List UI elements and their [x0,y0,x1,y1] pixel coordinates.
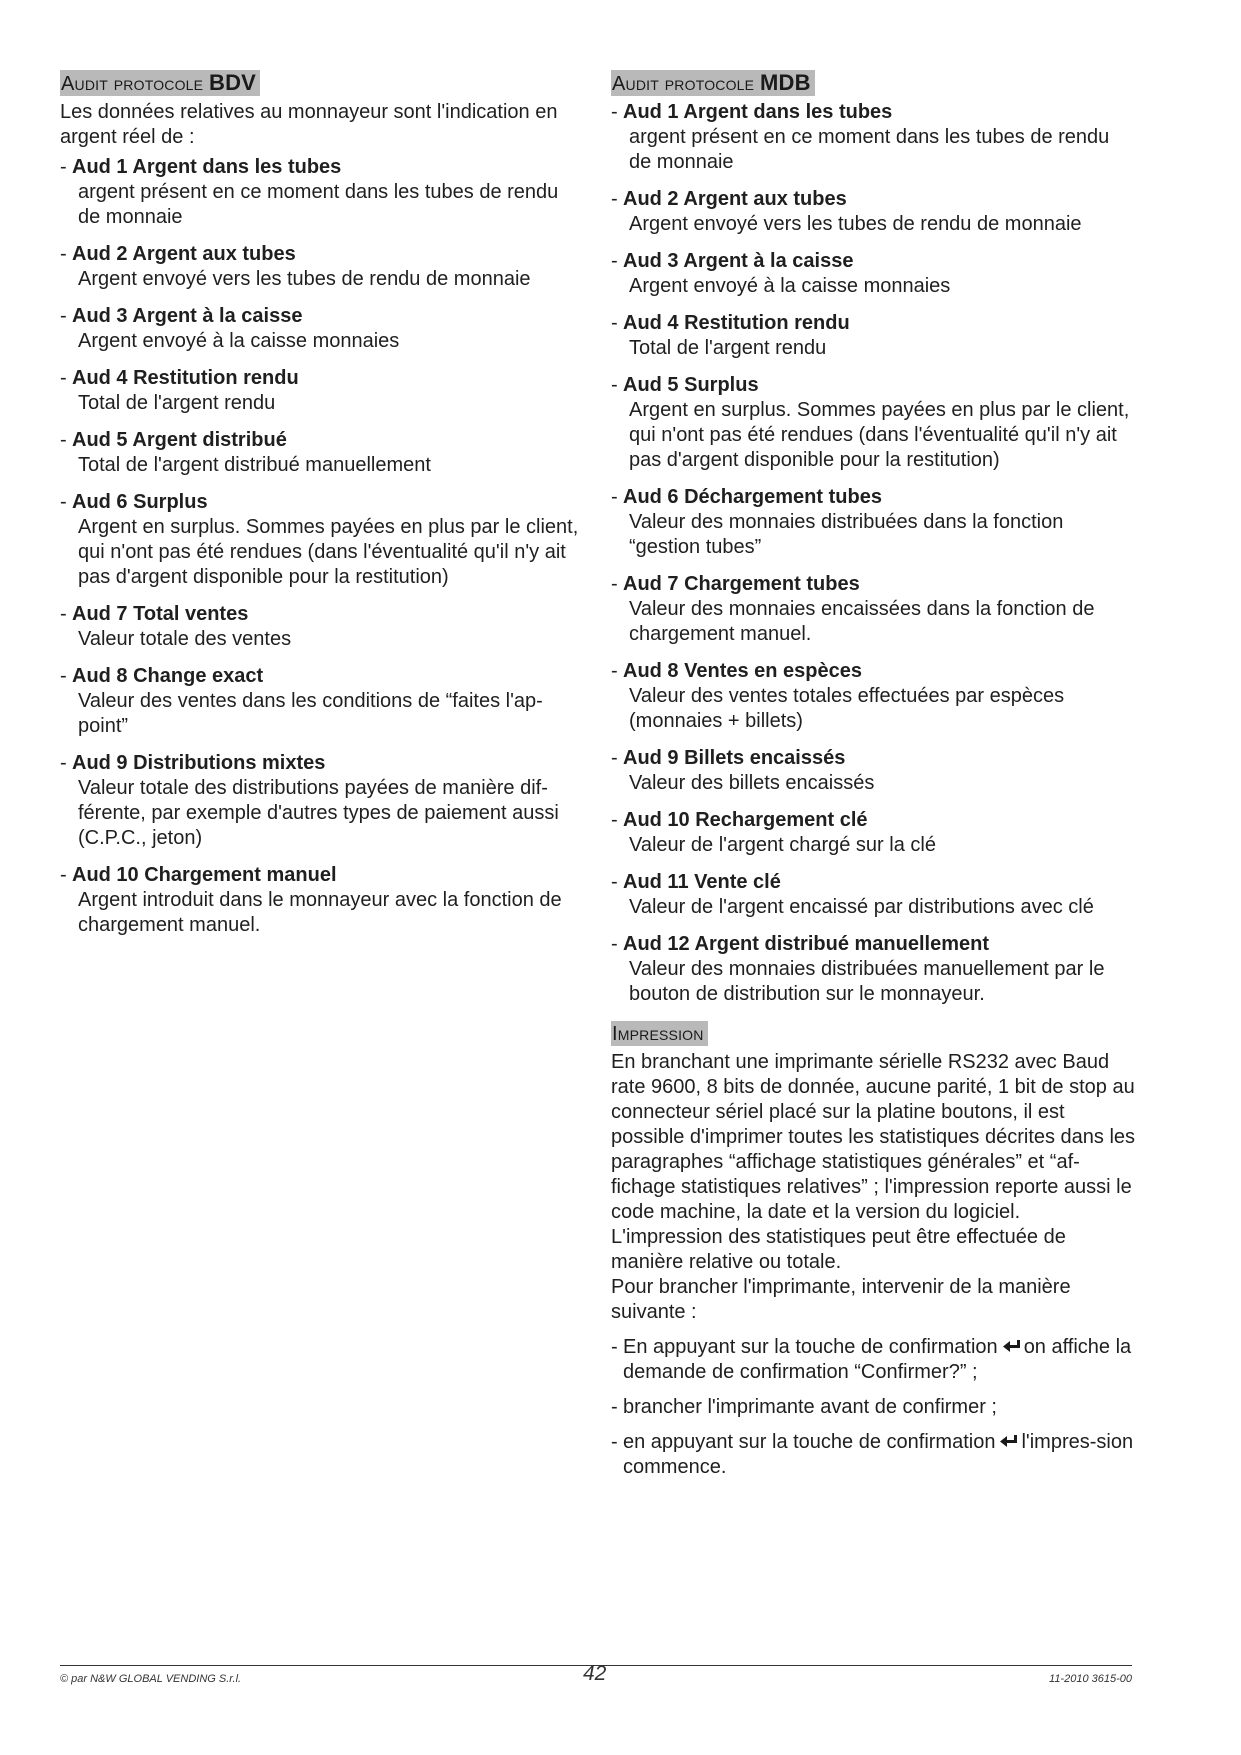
audit-item: - Aud 5 Argent distribué Total de l'argent distribué manuellement [60,428,580,478]
audit-item: - Aud 5 Surplus Argent en surplus. Sommes payées en plus par le client, qui n'ont pas été rendues (dans l'éventualité qu'il n'y ait pas d'argent disponible pour la restitution) [611,373,1136,473]
audit-item-description: Total de l'argent rendu [78,392,276,414]
audit-item-title: Aud 2 Argent aux tubes [72,243,296,265]
audit-item-title: Aud 10 Chargement manuel [72,864,337,886]
audit-item-title: Aud 12 Argent distribué manuellement [623,933,989,955]
audit-item-title: Aud 7 Total ventes [72,603,249,625]
audit-item-description: Argent envoyé à la caisse monnaies [78,330,400,352]
audit-item: - Aud 11 Vente clé Valeur de l'argent encaissé par distributions avec clé [611,870,1136,920]
audit-item-description: Argent introduit dans le monnayeur avec la fonction de chargement manuel. [78,889,562,936]
audit-item-description: Valeur de l'argent chargé sur la clé [629,834,936,856]
audit-item-title: Aud 8 Change exact [72,665,264,687]
impression-paragraph-3: Pour brancher l'imprimante, intervenir de la manière suivante : [611,1276,1071,1323]
audit-item: - Aud 7 Chargement tubes Valeur des monnaies encaissées dans la fonction de chargement manuel. [611,572,1136,647]
audit-item: - Aud 7 Total ventes Valeur totale des ventes [60,602,580,652]
audit-item-description: Argent envoyé vers les tubes de rendu de monnaie [629,213,1082,235]
audit-item-title: Aud 3 Argent à la caisse [72,305,303,327]
section-title-impression: Impression [611,1021,708,1046]
audit-item-description: argent présent en ce moment dans les tubes de rendu de monnaie [629,126,1110,173]
audit-item-description: Total de l'argent distribué manuellement [78,454,431,476]
audit-item-description: Argent envoyé à la caisse monnaies [629,275,951,297]
audit-item: - Aud 8 Change exact Valeur des ventes dans les conditions de “faites l'ap-point” [60,664,580,739]
audit-item: - Aud 2 Argent aux tubes Argent envoyé vers les tubes de rendu de monnaie [60,242,580,292]
audit-item: - Aud 6 Déchargement tubes Valeur des monnaies distribuées dans la fonction “gestion tubes” [611,485,1136,560]
audit-item-title: Aud 1 Argent dans les tubes [72,156,342,178]
footer-copyright: © par N&W GLOBAL VENDING S.r.l. [60,1673,242,1685]
audit-item-title: Aud 9 Distributions mixtes [72,752,326,774]
audit-item-title: Aud 6 Déchargement tubes [623,486,882,508]
impression-paragraph-2: L'impression des statistiques peut être effectuée de manière relative ou totale. [611,1226,1066,1273]
audit-item-description: Valeur des ventes totales effectuées par espèces (monnaies + billets) [629,685,1065,732]
audit-item: - Aud 12 Argent distribué manuellement Valeur des monnaies distribuées manuellement par le bouton de distribution sur le monnayeur. [611,932,1136,1007]
audit-item-description: Valeur totale des distributions payées de manière dif-férente, par exemple d'autres types de paiement aussi (C.P.C., jeton) [78,777,559,849]
audit-item-title: Aud 6 Surplus [72,491,208,513]
audit-item: - Aud 10 Chargement manuel Argent introduit dans le monnayeur avec la fonction de chargement manuel. [60,863,580,938]
audit-item: - Aud 1 Argent dans les tubes argent présent en ce moment dans les tubes de rendu de monnaie [611,100,1136,175]
section-title-bdv: Audit protocole BDV [60,70,260,96]
audit-item-description: Valeur de l'argent encaissé par distributions avec clé [629,896,1094,918]
audit-item-description: argent présent en ce moment dans les tubes de rendu de monnaie [78,181,559,228]
left-column [60,70,580,950]
audit-item: - Aud 4 Restitution rendu Total de l'argent rendu [611,311,1136,361]
audit-item-description: Valeur des monnaies distribuées manuellement par le bouton de distribution sur le monnayeur. [629,958,1105,1005]
page-number: 42 [583,1662,607,1685]
audit-item-description: Argent en surplus. Sommes payées en plus par le client, qui n'ont pas été rendues (dans l'éventualité qu'il n'y ait pas d'argent disponible pour la restitution) [629,399,1130,471]
audit-item: - Aud 3 Argent à la caisse Argent envoyé à la caisse monnaies [611,249,1136,299]
audit-item-title: Aud 11 Vente clé [623,871,781,893]
bdv-audit-list [60,155,580,938]
bdv-intro: Les données relatives au monnayeur sont l'indication en argent réel de : [60,101,558,148]
audit-item-title: Aud 4 Restitution rendu [623,312,850,334]
audit-item: - Aud 9 Distributions mixtes Valeur totale des distributions payées de manière dif-férente, par exemple d'autres types de paiement aussi (C.P.C., jeton) [60,751,580,851]
impression-step-1: - En appuyant sur la touche de confirmation on affiche la demande de confirmation “Confirmer?” ; [611,1336,1132,1383]
audit-item-title: Aud 10 Rechargement clé [623,809,868,831]
audit-item-title: Aud 9 Billets encaissés [623,747,846,769]
audit-item-description: Valeur des ventes dans les conditions de “faites l'ap-point” [78,690,543,737]
audit-item-title: Aud 5 Argent distribué [72,429,287,451]
audit-item-title: Aud 1 Argent dans les tubes [623,101,893,123]
audit-item: - Aud 10 Rechargement clé Valeur de l'argent chargé sur la clé [611,808,1136,858]
impression-step-3: - en appuyant sur la touche de confirmation l'impres-sion commence. [611,1431,1134,1478]
audit-item: - Aud 9 Billets encaissés Valeur des billets encaissés [611,746,1136,796]
audit-item-description: Valeur des monnaies distribuées dans la fonction “gestion tubes” [629,511,1064,558]
right-column [611,70,1136,1480]
audit-item-title: Aud 4 Restitution rendu [72,367,299,389]
audit-item-description: Valeur totale des ventes [78,628,292,650]
enter-key-icon [999,1434,1019,1450]
enter-key-icon [1002,1339,1022,1355]
impression-paragraph-1: En branchant une imprimante sérielle RS232 avec Baud rate 9600, 8 bits de donnée, aucune parité, 1 bit de stop au connecteur sériel placé sur la platine boutons, il est possible d'imprimer toutes les statistiques décrites dans les paragraphes “affichage statistiques générales” et “af-fichage statistiques relatives” ; l'impression reporte aussi le code machine, la date et la version du logiciel. [611,1051,1136,1223]
audit-item-title: Aud 2 Argent aux tubes [623,188,847,210]
audit-item: - Aud 6 Surplus Argent en surplus. Sommes payées en plus par le client, qui n'ont pas été rendues (dans l'éventualité qu'il n'y ait pas d'argent disponible pour la restitution) [60,491,579,588]
audit-item-title: Aud 5 Surplus [623,374,759,396]
mdb-audit-list [611,100,1136,1007]
audit-item-description: Valeur des monnaies encaissées dans la fonction de chargement manuel. [629,598,1095,645]
audit-item-description: Argent en surplus. Sommes payées en plus par le client, qui n'ont pas été rendues (dans l'éventualité qu'il n'y ait pas d'argent disponible pour la restitution) [78,516,579,588]
audit-item: - Aud 2 Argent aux tubes Argent envoyé vers les tubes de rendu de monnaie [611,187,1136,237]
audit-item-description: Valeur des billets encaissés [629,772,875,794]
audit-item-description: Total de l'argent rendu [629,337,827,359]
audit-item: - Aud 4 Restitution rendu Total de l'argent rendu [60,366,580,416]
audit-item-title: Aud 7 Chargement tubes [623,573,860,595]
impression-step-2: - brancher l'imprimante avant de confirmer ; [611,1396,997,1418]
audit-item-title: Aud 3 Argent à la caisse [623,250,854,272]
audit-item: - Aud 8 Ventes en espèces Valeur des ventes totales effectuées par espèces (monnaies + billets) [611,659,1136,734]
section-title-mdb: Audit protocole MDB [611,70,815,96]
audit-item: - Aud 3 Argent à la caisse Argent envoyé à la caisse monnaies [60,304,580,354]
footer-doc-code: 11-2010 3615-00 [1049,1673,1132,1685]
audit-item-description: Argent envoyé vers les tubes de rendu de monnaie [78,268,531,290]
audit-item: - Aud 1 Argent dans les tubes argent présent en ce moment dans les tubes de rendu de monnaie [60,155,580,230]
audit-item-title: Aud 8 Ventes en espèces [623,660,863,682]
